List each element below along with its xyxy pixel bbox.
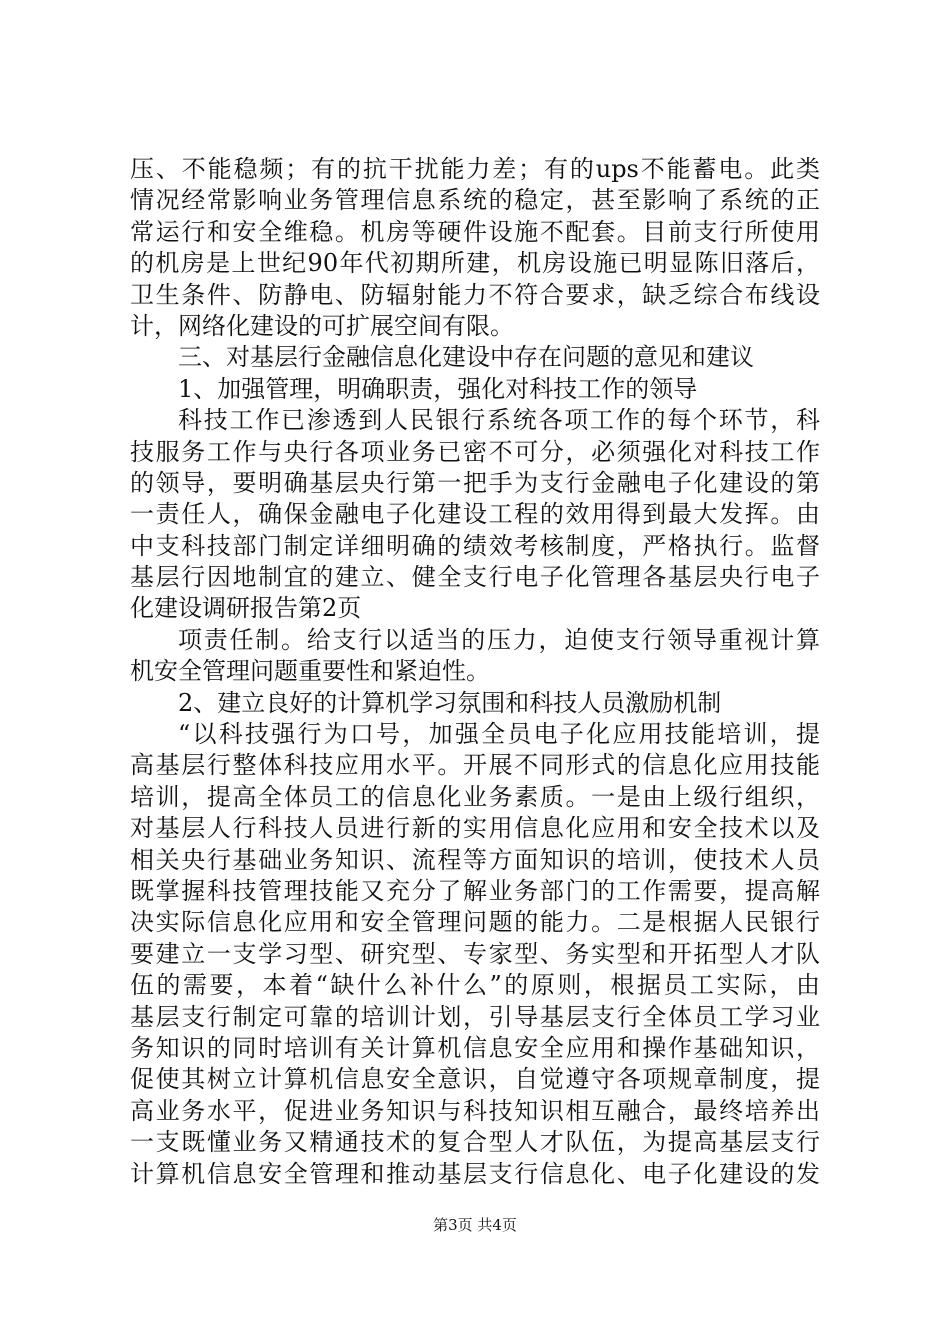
text-line: 计，网络化建设的可扩展空间有限。	[130, 311, 514, 340]
text-line: 一责任人，确保金融电子化建设工程的效用得到最大发挥。由	[130, 500, 820, 529]
text-line: 要建立一支学习型、研究型、专家型、务实型和开拓型人才队	[130, 939, 820, 968]
text-line: 既掌握科技管理技能又充分了解业务部门的工作需要，提高解	[130, 876, 820, 905]
text-line: 三、对基层行金融信息化建设中存在问题的意见和建议	[178, 343, 754, 372]
text-line: 务知识的同时培训有关计算机信息安全应用和操作基础知识，	[130, 1033, 820, 1062]
text-line: 高基层行整体科技应用水平。开展不同形式的信息化应用技能	[130, 751, 820, 780]
text-line: 基层行因地制宜的建立、健全支行电子化管理各基层央行电子	[130, 563, 820, 592]
text-line: 机安全管理问题重要性和紧迫性。	[130, 657, 490, 686]
text-line: 基层支行制定可靠的培训计划，引导基层支行全体员工学习业	[130, 1002, 820, 1031]
text-line: 促使其树立计算机信息安全意识，自觉遵守各项规章制度，提	[130, 1065, 820, 1094]
text-line: 的领导，要明确基层央行第一把手为支行金融电子化建设的第	[130, 468, 820, 497]
text-line: 化建设调研报告第2页	[130, 594, 362, 623]
text-line: 决实际信息化应用和安全管理问题的能力。二是根据人民银行	[130, 908, 820, 937]
text-line: “以科技强行为口号，加强全员电子化应用技能培训，提	[178, 720, 820, 749]
text-line: 压、不能稳频；有的抗干扰能力差；有的ups不能蓄电。此类	[130, 155, 820, 183]
text-line: 一支既懂业务又精通技术的复合型人才队伍，为提高基层支行	[130, 1128, 820, 1157]
text-line: 中支科技部门制定详细明确的绩效考核制度，严格执行。监督	[130, 531, 820, 560]
text-line: 对基层人行科技人员进行新的实用信息化应用和安全技术以及	[130, 814, 820, 843]
text-line: 卫生条件、防静电、防辐射能力不符合要求，缺乏综合布线设	[130, 280, 820, 309]
text-line: 科技工作已渗透到人民银行系统各项工作的每个环节，科	[178, 406, 820, 435]
document-body	[130, 154, 820, 1190]
text-line: 项责任制。给支行以适当的压力，迫使支行领导重视计算	[178, 625, 820, 654]
text-line: 的机房是上世纪90年代初期所建，机房设施已明显陈旧落后，	[130, 249, 820, 278]
text-line: 技服务工作与央行各项业务已密不可分，必须强化对科技工作	[130, 437, 820, 466]
text-line: 计算机信息安全管理和推动基层支行信息化、电子化建设的发	[130, 1159, 820, 1188]
text-line: 相关央行基础业务知识、流程等方面知识的培训，使技术人员	[130, 845, 820, 874]
text-line: 伍的需要，本着“缺什么补什么”的原则，根据员工实际，由	[130, 971, 820, 1000]
text-line: 高业务水平，促进业务知识与科技知识相互融合，最终培养出	[130, 1096, 820, 1125]
text-line: 2、建立良好的计算机学习氛围和科技人员激励机制	[178, 688, 722, 717]
page-footer	[0, 1214, 950, 1235]
text-line: 培训，提高全体员工的信息化业务素质。一是由上级行组织，	[130, 782, 820, 811]
text-line: 常运行和安全维稳。机房等硬件设施不配套。目前支行所使用	[130, 217, 820, 246]
page-number-label: 第3页 共4页	[433, 1216, 517, 1234]
text-line: 1、加强管理，明确职责，强化对科技工作的领导	[178, 374, 698, 403]
text-line: 情况经常影响业务管理信息系统的稳定，甚至影响了系统的正	[130, 186, 820, 215]
